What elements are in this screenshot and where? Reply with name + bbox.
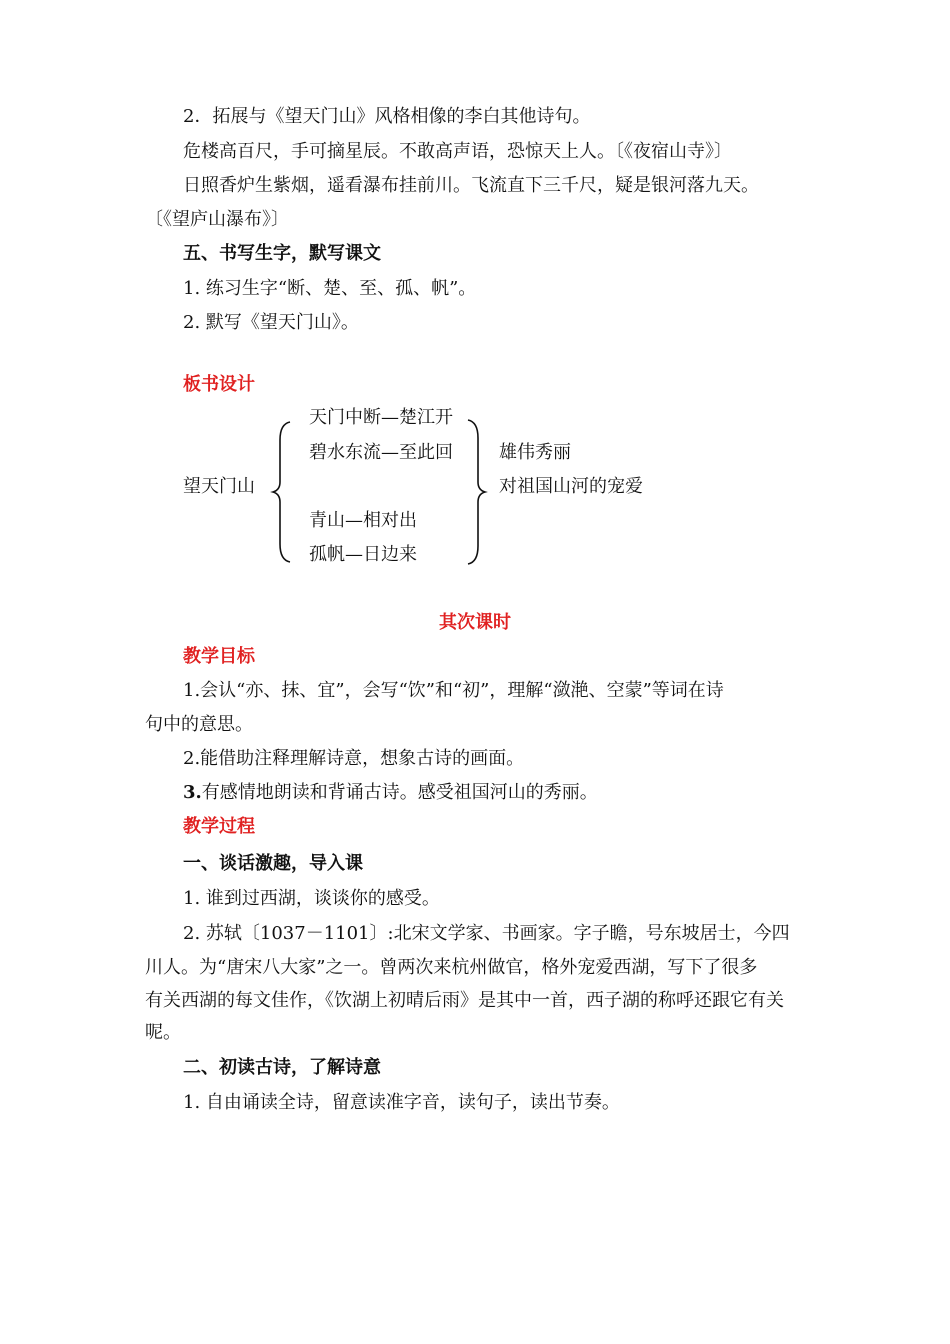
board-summary: 雄伟秀丽 <box>499 442 571 463</box>
section-heading: 五、书写生字，默写课文 <box>183 243 381 264</box>
board-line: 天门中断—楚江开 <box>309 407 453 428</box>
paragraph: 1.会认“亦、抹、宜”，会写“饮”和“初”，理解“潋滟、空蒙”等词在诗 <box>183 680 724 701</box>
section-heading: 教学过程 <box>183 816 255 837</box>
goal-number: 3. <box>183 782 202 803</box>
lesson-title: 其次课时 <box>439 612 511 633</box>
board-line: 碧水东流—至此回 <box>309 442 453 463</box>
section-heading: 教学目标 <box>183 646 255 667</box>
list-item: 2. 默写《望天门山》。 <box>183 312 359 333</box>
subsection-heading: 一、谈话激趣，导入课 <box>183 853 363 874</box>
list-item: 1. 练习生字“断、楚、至、孤、帆”。 <box>183 278 477 299</box>
board-line: 青山—相对出 <box>309 510 417 531</box>
paragraph: 2. 苏轼〔1037－1101〕:北宋文学家、书画家。字子瞻，号东坡居士，今四 <box>183 923 790 944</box>
subsection-heading: 二、初读古诗，了解诗意 <box>183 1057 381 1078</box>
paragraph: 呢。 <box>145 1022 181 1043</box>
list-item: 1. 自由诵读全诗，留意读准字音，读句子，读出节奏。 <box>183 1092 620 1113</box>
goal-text: 有感情地朗读和背诵古诗。感受祖国河山的秀丽。 <box>201 782 598 803</box>
poem-line: 危楼高百尺，手可摘星辰。不敢高声语，恐惊天上人。〔《夜宿山寺》〕 <box>183 141 732 162</box>
board-title: 望天门山 <box>183 476 255 497</box>
paragraph: 2.能借助注释理解诗意，想象古诗的画面。 <box>183 748 525 769</box>
poem-source: 〔《望庐山瀑布》〕 <box>145 209 289 230</box>
right-brace-icon <box>462 418 488 566</box>
paragraph: 川人。为“唐宋八大家”之一。曾两次来杭州做官，格外宠爱西湖，写下了很多 <box>145 957 758 978</box>
paragraph: 2．拓展与《望天门山》风格相像的李白其他诗句。 <box>183 106 591 127</box>
paragraph: 句中的意思。 <box>145 714 253 735</box>
paragraph: 有关西湖的每文佳作，《饮湖上初晴后雨》是其中一首，西子湖的称呼还跟它有关 <box>145 990 784 1011</box>
board-line: 孤帆—日边来 <box>309 544 417 565</box>
left-brace-icon <box>270 420 296 564</box>
board-design-heading: 板书设计 <box>183 374 255 395</box>
paragraph <box>183 781 598 805</box>
board-summary: 对祖国山河的宠爱 <box>499 476 643 497</box>
list-item: 1. 谁到过西湖，谈谈你的感受。 <box>183 888 440 909</box>
poem-line: 日照香炉生紫烟，遥看瀑布挂前川。飞流直下三千尺，疑是银河落九天。 <box>183 175 759 196</box>
